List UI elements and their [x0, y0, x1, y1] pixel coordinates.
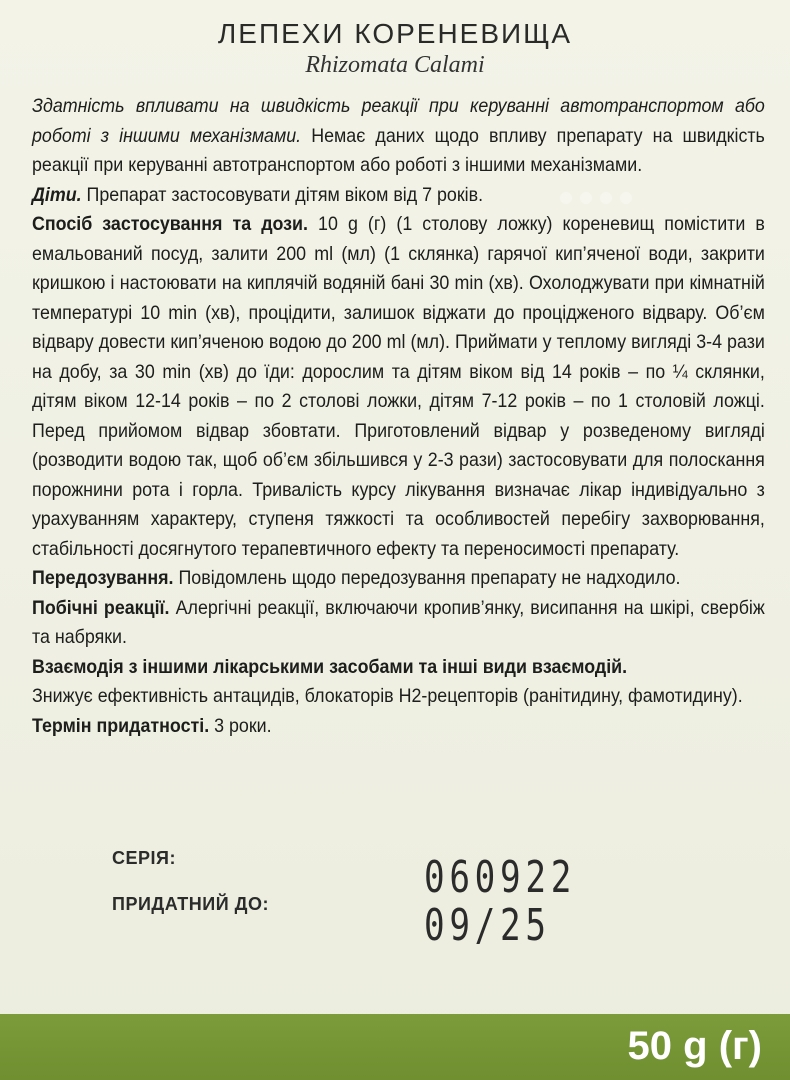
overdose-label: Передозування.: [32, 568, 174, 589]
overdose-text: Повідомлень щодо передозування препарату не надходило.: [173, 568, 681, 589]
children-label: Діти.: [32, 184, 82, 206]
driving-text: Немає даних щодо впливу препарату на швидкість реакції при керуванні автотранспортом або роботі з іншими механізмами.: [32, 125, 765, 176]
shelf-life-label: Термін придатності.: [32, 715, 210, 737]
footer-band: [0, 1014, 790, 1080]
overdose-paragraph: [32, 564, 765, 594]
net-weight: 50 g (г): [627, 1024, 762, 1068]
interaction-label: Взаємодія з іншими лікарськими засобами та інші види взаємодій.: [32, 656, 628, 678]
interaction-paragraph: [32, 682, 765, 712]
instructions-text: [32, 92, 765, 741]
side-effects-label: Побічні реакції.: [32, 597, 170, 619]
expiry-value: 09/25: [424, 900, 551, 951]
series-value: 060922: [424, 852, 577, 903]
header: [0, 18, 790, 79]
children-text: Препарат застосовувати дітям віком від 7 років.: [81, 184, 484, 206]
expiry-label: ПРИДАТНИЙ ДО:: [112, 894, 269, 914]
side-effects-paragraph: [32, 594, 765, 653]
shelf-life-paragraph: [32, 712, 765, 742]
interaction-text: Знижує ефективність антацидів, блокаторів Н2-рецепторів (ранітидину, фамотидину).: [32, 686, 743, 707]
driving-paragraph: [32, 92, 765, 181]
latin-name: Rhizomata Calami: [305, 52, 485, 78]
side-effects-text: Алергічні реакції, включаючи кропив’янку, висипання на шкірі, свербіж та набряки.: [32, 597, 765, 648]
dosage-label: Спосіб застосування та дози.: [32, 214, 308, 235]
children-paragraph: [32, 181, 765, 211]
driving-label: Здатність впливати на швидкість реакції при керуванні автотранспортом або роботі з іншими механізмами.: [32, 96, 765, 147]
series-label: СЕРІЯ:: [112, 848, 176, 868]
product-title: ЛЕПЕХИ КОРЕНЕВИЩА: [217, 18, 573, 49]
dosage-text: 10 g (г) (1 столову ложку) кореневищ помістити в емальований посуд, залити 200 ml (мл) (1 склянка) гарячої кип’яченої води, закрити кришкою і настоювати на киплячій водяній бані 30 min (хв). Охолоджувати при кімнатній температурі 10 min (хв), процідити, залишок віджати до процідженого відвару. Об’єм відвару довести кип’яченою водою до 200 ml (мл). Приймати у теплому вигляді 3-4 рази на добу, за 30 min (хв) до їди: дорослим та дітям віком від 14 років – по ¼ склянки, дітям віком 12-14 років – по 2 столові ложки, дітям 7-12 років – по 1 столовій ложці. Перед прийомом відвар збовтати. Приготовлений відвар у розведеному вигляді (розводити водою так, щоб об’єм збільшився у 2-3 рази) застосовувати для полоскання порожнини рота і горла. Тривалість курсу лікування визначає лікар індивідуально з урахуванням характеру, ступеня тяжкості та особливостей перебігу захворювання, стабільності досягнутого терапевтичного ефекту та переносимості препарату.: [32, 214, 765, 560]
shelf-life-text: 3 роки.: [209, 715, 272, 737]
interaction-heading: [32, 653, 765, 683]
dosage-paragraph: [32, 210, 765, 564]
